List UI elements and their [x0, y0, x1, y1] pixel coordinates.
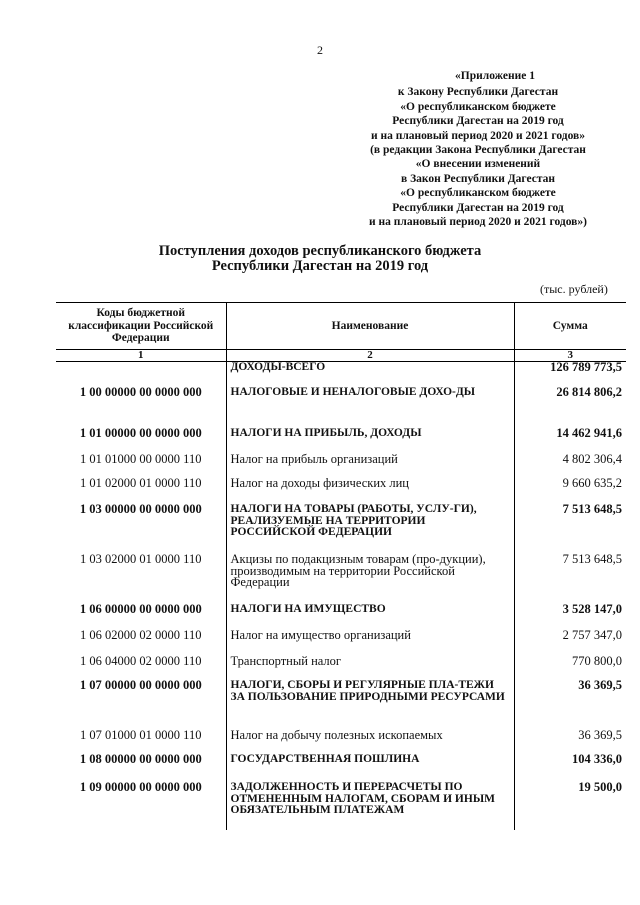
page-number: 2 [317, 43, 323, 57]
title-line-2: Республики Дагестан на 2019 год [211, 257, 429, 274]
appendix-line: (в редакции Закона Республики Дагестан [370, 144, 586, 157]
title-line-1: Поступления доходов республиканского бюджета [158, 243, 482, 259]
row-name: НАЛОГИ НА ПРИБЫЛЬ, ДОХОДЫ [226, 428, 514, 454]
row-sum: 3 528 147,0 [562, 602, 622, 616]
appendix-line: Республики Дагестан на 2019 год [392, 115, 564, 128]
column-number: 2 [226, 349, 514, 361]
row-code: 1 08 00000 00 0000 000 [79, 752, 202, 766]
row-name: ЗАДОЛЖЕННОСТЬ И ПЕРЕРАСЧЕТЫ ПО ОТМЕНЕННЫМ НАЛОГАМ, СБОРАМ И ИНЫМ ОБЯЗАТЕЛЬНЫМ ПЛАТЕЖАМ [226, 782, 514, 830]
column-number-row [56, 349, 626, 361]
row-code [56, 361, 226, 387]
column-number: 1 [56, 349, 226, 361]
appendix-line: и на плановый период 2020 и 2021 годов») [369, 216, 587, 229]
row-code: 1 07 00000 00 0000 000 [79, 678, 202, 692]
header-code: Коды бюджетной классификации Российской Федерации [56, 303, 226, 350]
row-sum: 14 462 941,6 [556, 426, 622, 440]
units-label: (тыс. рублей) [540, 282, 608, 296]
row-name: ДОХОДЫ-ВСЕГО [226, 361, 514, 387]
row-sum: 9 660 635,2 [562, 476, 622, 490]
table-row [56, 754, 626, 782]
row-sum: 19 500,0 [578, 780, 622, 794]
appendix-line: «О республиканском бюджете [400, 100, 556, 113]
row-code: 1 01 00000 00 0000 000 [79, 426, 202, 440]
row-sum: 2 757 347,0 [562, 628, 622, 642]
appendix-line: к Закону Республики Дагестан [397, 86, 559, 99]
row-code: 1 03 00000 00 0000 000 [79, 502, 202, 516]
row-code: 1 00 00000 00 0000 000 [79, 385, 202, 399]
document-title [0, 244, 640, 273]
row-code: 1 06 00000 00 0000 000 [79, 602, 202, 616]
table-row [56, 428, 626, 454]
table-row [56, 478, 626, 504]
row-name: Налог на прибыль организаций [226, 454, 514, 478]
appendix-line: и на плановый период 2020 и 2021 годов» [370, 129, 586, 142]
row-code: 1 01 02000 01 0000 110 [80, 476, 202, 490]
row-sum: 7 513 648,5 [562, 502, 622, 516]
row-code: 1 06 04000 02 0000 110 [80, 654, 202, 668]
table-row [56, 361, 626, 387]
row-name: ГОСУДАРСТВЕННАЯ ПОШЛИНА [226, 754, 514, 782]
table-header-row [56, 303, 626, 350]
table-row [56, 782, 626, 830]
table-row [56, 656, 626, 680]
table-row [56, 604, 626, 630]
table-row [56, 680, 626, 730]
appendix-line: Республики Дагестан на 2019 год [392, 201, 564, 214]
appendix-line: «О внесении изменений [415, 158, 541, 171]
row-sum: 770 800,0 [572, 654, 622, 668]
table-row [56, 454, 626, 478]
table-row [56, 387, 626, 428]
row-sum: 36 369,5 [578, 728, 622, 742]
table-row [56, 504, 626, 554]
column-number: 3 [514, 349, 626, 361]
row-code: 1 07 01000 01 0000 110 [80, 728, 202, 742]
row-name: Транспортный налог [226, 656, 514, 680]
row-code: 1 06 02000 02 0000 110 [80, 628, 202, 642]
row-sum: 126 789 773,5 [550, 359, 622, 374]
row-code: 1 03 02000 01 0000 110 [80, 552, 202, 566]
revenue-table [56, 302, 626, 830]
table-row [56, 630, 626, 656]
row-name: Налог на доходы физических лиц [226, 478, 514, 504]
appendix-line: «О республиканском бюджете [400, 187, 556, 200]
row-sum: 104 336,0 [572, 752, 622, 766]
appendix-line: в Закон Республики Дагестан [401, 172, 555, 185]
header-sum: Сумма [514, 303, 626, 350]
table-row [56, 730, 626, 754]
row-name: НАЛОГОВЫЕ И НЕНАЛОГОВЫЕ ДОХО-ДЫ [226, 387, 514, 428]
row-code: 1 09 00000 00 0000 000 [79, 780, 202, 794]
header-name: Наименование [226, 303, 514, 350]
row-code: 1 01 01000 00 0000 110 [80, 452, 202, 466]
appendix-header [328, 69, 628, 229]
row-name: НАЛОГИ НА ИМУЩЕСТВО [226, 604, 514, 630]
table-row [56, 554, 626, 604]
row-sum: 4 802 306,4 [562, 452, 622, 466]
row-sum: 26 814 806,2 [556, 385, 622, 399]
row-name: НАЛОГИ НА ТОВАРЫ (РАБОТЫ, УСЛУ-ГИ), РЕАЛИЗУЕМЫЕ НА ТЕРРИТОРИИ РОССИЙСКОЙ ФЕДЕРАЦИИ [226, 504, 514, 554]
row-sum: 36 369,5 [578, 678, 622, 692]
row-name: Акцизы по подакцизным товарам (про-дукции), производимым на территории Российской Федерации [226, 554, 514, 604]
appendix-line: «Приложение 1 [455, 70, 535, 82]
row-sum: 7 513 648,5 [562, 552, 622, 566]
row-name: НАЛОГИ, СБОРЫ И РЕГУЛЯРНЫЕ ПЛА-ТЕЖИ ЗА ПОЛЬЗОВАНИЕ ПРИРОДНЫМИ РЕСУРСАМИ [226, 680, 514, 730]
row-name: Налог на добычу полезных ископаемых [226, 730, 514, 754]
row-name: Налог на имущество организаций [226, 630, 514, 656]
